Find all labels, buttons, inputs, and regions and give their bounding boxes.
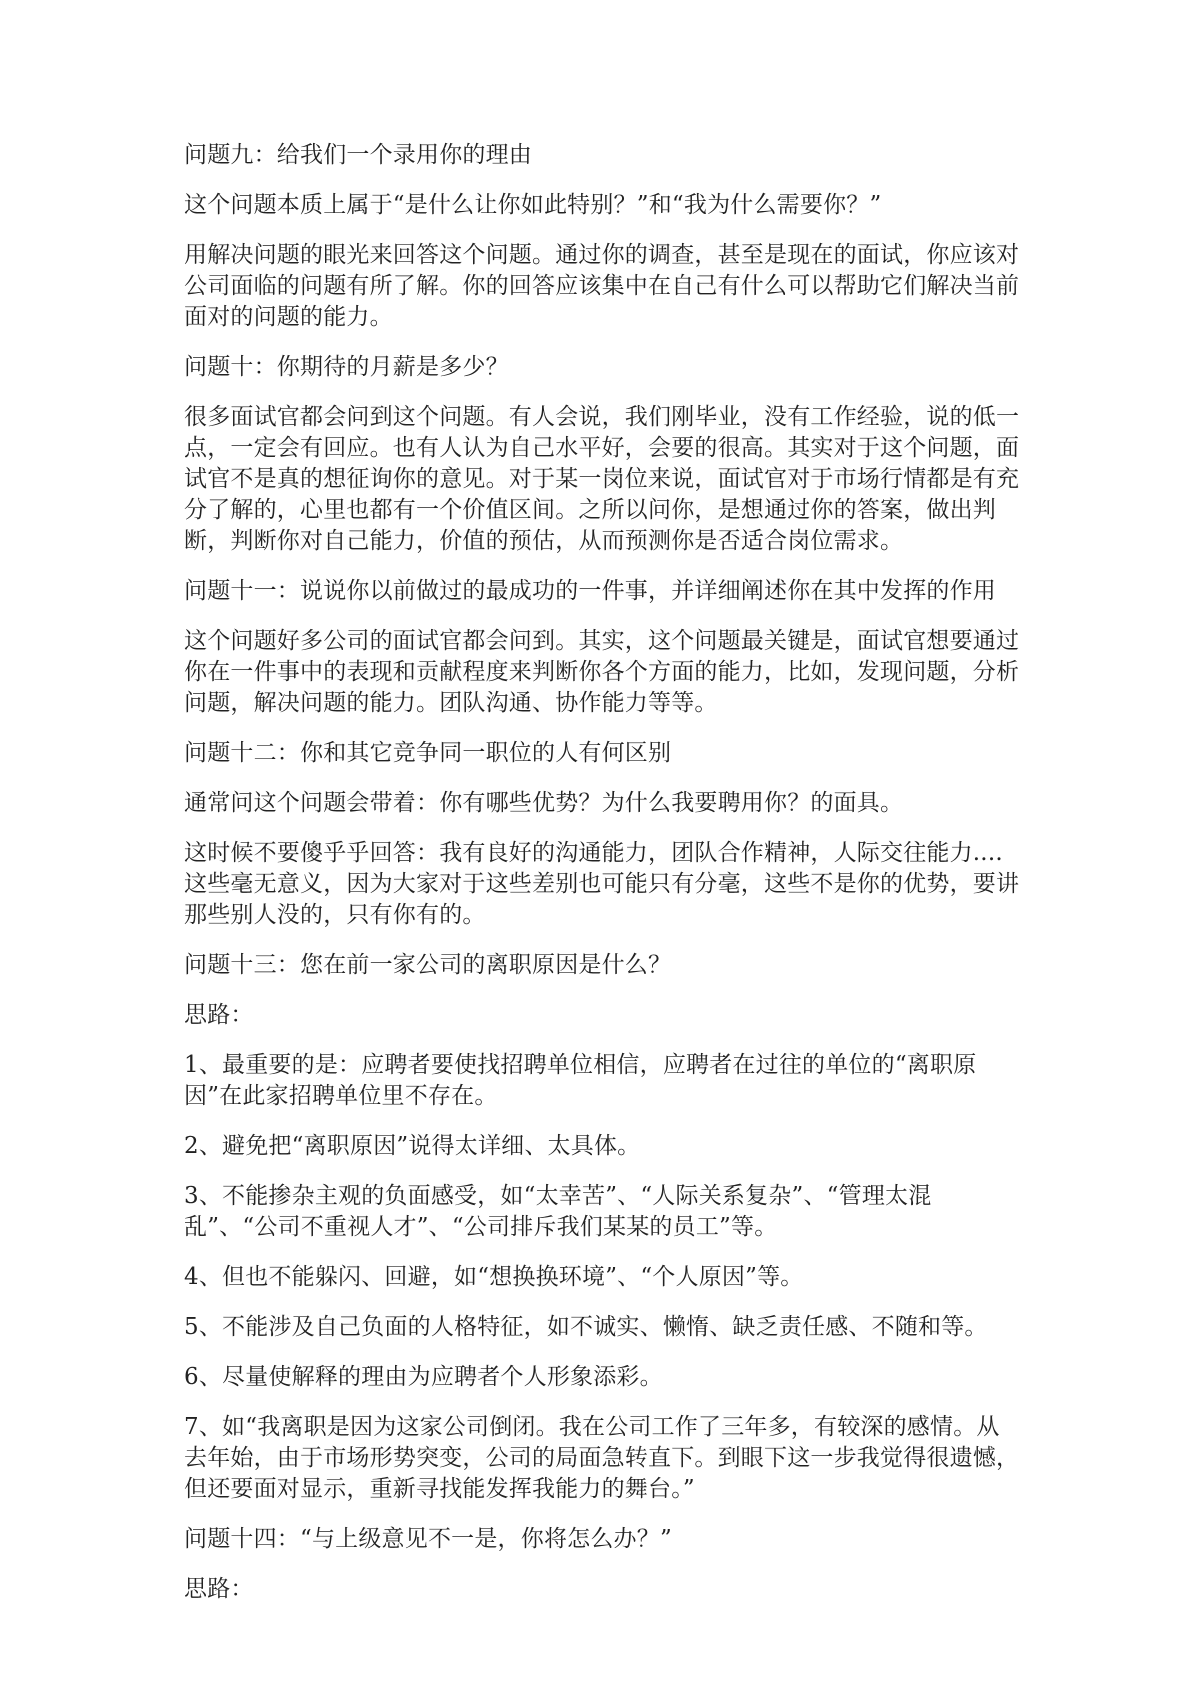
question-13-point-2: 2、避免把“离职原因”说得太详细、太具体。	[184, 1133, 641, 1159]
question-11-answer: 这个问题好多公司的面试官都会问到。其实，这个问题最关键是，面试官想要通过你在一件事中的表现和贡献程度来判断你各个方面的能力，比如，发现问题，分析问题，解决问题的能力。团队沟通、协作能力等等。	[184, 628, 1020, 716]
question-14-approach-label: 思路：	[184, 1576, 254, 1602]
question-13-point-7: 7、如“我离职是因为这家公司倒闭。我在公司工作了三年多，有较深的感情。从去年始，由于市场形势突变，公司的局面急转直下。到眼下这一步我觉得很遗憾，但还要面对显示，重新寻找能发挥我能力的舞台。”	[184, 1414, 1020, 1502]
question-9-intro: 这个问题本质上属于“是什么让你如此特别？”和“我为什么需要你？”	[184, 192, 882, 218]
question-13-point-5: 5、不能涉及自己负面的人格特征，如不诚实、懒惰、缺乏责任感、不随和等。	[184, 1314, 988, 1340]
question-12-heading: 问题十二：你和其它竞争同一职位的人有何区别	[184, 740, 672, 766]
question-13-point-3: 3、不能掺杂主观的负面感受，如“太幸苦”、“人际关系复杂”、“管理太混乱”、“公司不重视人才”、“公司排斥我们某某的员工”等。	[184, 1183, 932, 1240]
question-12-intro: 通常问这个问题会带着：你有哪些优势？为什么我要聘用你？的面具。	[184, 790, 904, 816]
question-9-answer: 用解决问题的眼光来回答这个问题。通过你的调查，甚至是现在的面试，你应该对公司面临的问题有所了解。你的回答应该集中在自己有什么可以帮助它们解决当前面对的问题的能力。	[184, 242, 1020, 330]
question-9-heading: 问题九：给我们一个录用你的理由	[184, 142, 532, 168]
question-12-answer: 这时候不要傻乎乎回答：我有良好的沟通能力，团队合作精神，人际交往能力....这些毫无意义，因为大家对于这些差别也可能只有分毫，这些不是你的优势，要讲那些别人没的，只有你有的。	[184, 840, 1020, 928]
question-13-point-1: 1、最重要的是：应聘者要使找招聘单位相信，应聘者在过往的单位的“离职原因”在此家招聘单位里不存在。	[184, 1052, 977, 1109]
question-13-point-4: 4、但也不能躲闪、回避，如“想换换环境”、“个人原因”等。	[184, 1264, 804, 1290]
question-10-answer: 很多面试官都会问到这个问题。有人会说，我们刚毕业，没有工作经验，说的低一点，一定会有回应。也有人认为自己水平好，会要的很高。其实对于这个问题，面试官不是真的想征询你的意见。对于某一岗位来说，面试官对于市场行情都是有充分了解的，心里也都有一个价值区间。之所以问你，是想通过你的答案，做出判断，判断你对自己能力，价值的预估，从而预测你是否适合岗位需求。	[184, 404, 1020, 554]
question-10-heading: 问题十：你期待的月薪是多少？	[184, 354, 509, 380]
question-14-heading: 问题十四：“与上级意见不一是，你将怎么办？”	[184, 1526, 672, 1552]
question-13-heading: 问题十三：您在前一家公司的离职原因是什么？	[184, 952, 672, 978]
question-11-heading: 问题十一：说说你以前做过的最成功的一件事，并详细阐述你在其中发挥的作用	[184, 578, 996, 604]
question-13-point-6: 6、尽量使解释的理由为应聘者个人形象添彩。	[184, 1364, 663, 1390]
question-13-approach-label: 思路：	[184, 1002, 254, 1028]
document-body	[184, 140, 1020, 1624]
